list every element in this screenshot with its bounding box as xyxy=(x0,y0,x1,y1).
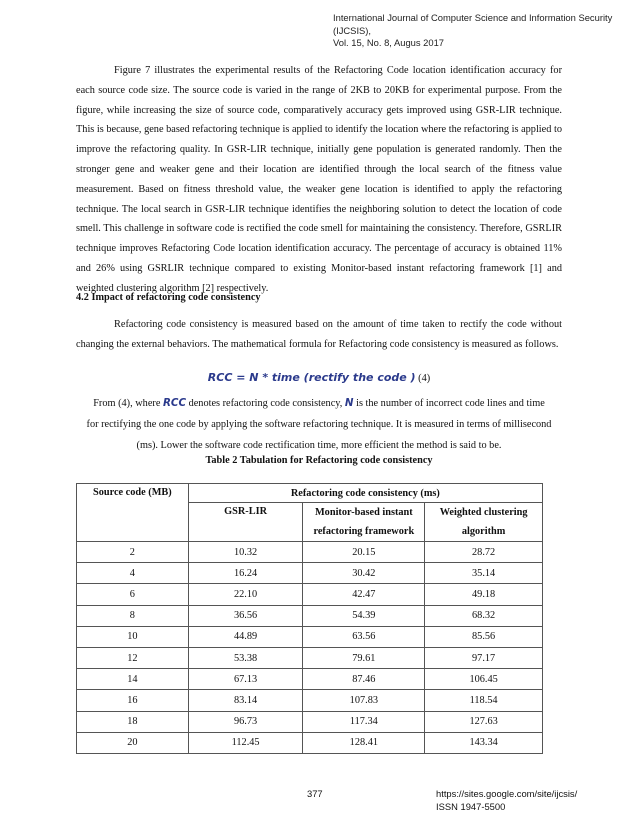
journal-header xyxy=(333,12,633,50)
table-cell: 30.42 xyxy=(303,563,425,584)
table-row xyxy=(77,584,543,605)
table-cell: 36.56 xyxy=(188,605,303,626)
table-cell: 8 xyxy=(77,605,189,626)
table-row xyxy=(77,647,543,668)
table-row xyxy=(77,669,543,690)
table-row xyxy=(77,732,543,753)
footer-url: https://sites.google.com/site/ijcsis/ xyxy=(436,788,578,799)
paragraph3-text-3: is the number of incorrect code lines and time for rectifying the one code by applying the software refactoring technique. It is measured in terms of millisecond (ms). Lower the software code rectification time, more efficient the method is said to be. xyxy=(86,398,552,452)
table-cell: 35.14 xyxy=(425,563,543,584)
equation-4 xyxy=(0,371,638,384)
table-cell: 118.54 xyxy=(425,690,543,711)
footer-issn: ISSN 1947-5500 xyxy=(436,800,506,812)
table-cell: 6 xyxy=(77,584,189,605)
table-cell: 10.32 xyxy=(188,542,303,563)
journal-header-line2: Vol. 15, No. 8, Augus 2017 xyxy=(333,37,445,48)
symbol-n: N xyxy=(344,397,354,409)
table-cell: 54.39 xyxy=(303,605,425,626)
table-cell: 16.24 xyxy=(188,563,303,584)
table-cell: 44.89 xyxy=(188,626,303,647)
body-paragraph-3 xyxy=(86,393,552,457)
table-row xyxy=(77,542,543,563)
table-cell: 143.34 xyxy=(425,732,543,753)
page-number: 377 xyxy=(307,788,323,799)
table-cell: 96.73 xyxy=(188,711,303,732)
table-cell: 106.45 xyxy=(425,669,543,690)
table-cell: 10 xyxy=(77,626,189,647)
table-cell: 14 xyxy=(77,669,189,690)
table-cell: 83.14 xyxy=(188,690,303,711)
table-caption: Table 2 Tabulation for Refactoring code consistency xyxy=(205,455,433,466)
table-cell: 22.10 xyxy=(188,584,303,605)
equation-formula: RCC = N * time (rectify the code ) xyxy=(207,371,416,384)
table-cell: 53.38 xyxy=(188,647,303,668)
paragraph3-text-1: From (4), where xyxy=(93,398,163,409)
table-body xyxy=(77,542,543,754)
col-header-monitor-based: Monitor-based instant refactoring framework xyxy=(303,503,425,542)
col-header-gsr-lir: GSR-LIR xyxy=(188,503,303,542)
footer-info xyxy=(436,788,577,813)
table-cell: 67.13 xyxy=(188,669,303,690)
body-paragraph-2: Refactoring code consistency is measured based on the amount of time taken to rectify the code without changing the external behaviors. The mathematical formula for Refactoring code consistency is measured as follows. xyxy=(76,319,562,350)
col-header-weighted-clustering: Weighted clustering algorithm xyxy=(425,503,543,542)
table-cell: 16 xyxy=(77,690,189,711)
table-cell: 117.34 xyxy=(303,711,425,732)
table-cell: 28.72 xyxy=(425,542,543,563)
table-cell: 20.15 xyxy=(303,542,425,563)
table-cell: 85.56 xyxy=(425,626,543,647)
section-heading: 4.2 Impact of refactoring code consistency xyxy=(76,292,261,303)
table-cell: 97.17 xyxy=(425,647,543,668)
table-cell: 20 xyxy=(77,732,189,753)
body-paragraph-1: Figure 7 illustrates the experimental results of the Refactoring Code location identification accuracy for each source code size. The source code is varied in the range of 2KB to 20KB for experimental purpose. From the figure, while increasing the size of source code, comparatively accuracy gets improved using GSR-LIR technique. This is because, gene based refactoring technique is applied to identify the location where the refactoring is applied to improve the refactoring quality. In GSR-LIR technique, initially gene population is generated randomly. Then the stronger gene and weaker gene and their location are identified through the local search of the fitness value measurement. Based on fitness threshold value, the weaker gene location is identified to apply the refactoring technique. The local search in GSR-LIR technique identifies the neighboring solution to detect the location of code smell. This challenge in software code is rectified the code smell for maintaining the consistency. Therefore, GSRLIR technique improves Refactoring Code location identification accuracy. The percentage of accuracy is obtained 11% and 26% using GSRLIR technique compared to existing Monitor-based instant refactoring framework [1] and weighted clustering algorithm [2] respectively. xyxy=(76,65,562,294)
table-row xyxy=(77,690,543,711)
table-cell: 4 xyxy=(77,563,189,584)
paragraph3-text-2: denotes refactoring code consistency, xyxy=(186,398,345,409)
consistency-table xyxy=(76,483,543,754)
group-header-consistency: Refactoring code consistency (ms) xyxy=(188,484,542,503)
table-row xyxy=(77,626,543,647)
table-row xyxy=(77,563,543,584)
table-cell: 107.83 xyxy=(303,690,425,711)
table-cell: 42.47 xyxy=(303,584,425,605)
table-cell: 2 xyxy=(77,542,189,563)
table-row xyxy=(77,711,543,732)
table-cell: 18 xyxy=(77,711,189,732)
table-cell: 112.45 xyxy=(188,732,303,753)
table-cell: 12 xyxy=(77,647,189,668)
table-cell: 49.18 xyxy=(425,584,543,605)
table-cell: 68.32 xyxy=(425,605,543,626)
table-cell: 79.61 xyxy=(303,647,425,668)
equation-number: (4) xyxy=(418,373,431,384)
journal-header-line1: International Journal of Computer Science and Information Security (IJCSIS), xyxy=(333,12,613,36)
table-cell: 63.56 xyxy=(303,626,425,647)
table-cell: 127.63 xyxy=(425,711,543,732)
table-cell: 87.46 xyxy=(303,669,425,690)
symbol-rcc: RCC xyxy=(162,397,187,409)
col-header-source-code: Source code (MB) xyxy=(77,484,189,542)
table-row xyxy=(77,605,543,626)
table-cell: 128.41 xyxy=(303,732,425,753)
